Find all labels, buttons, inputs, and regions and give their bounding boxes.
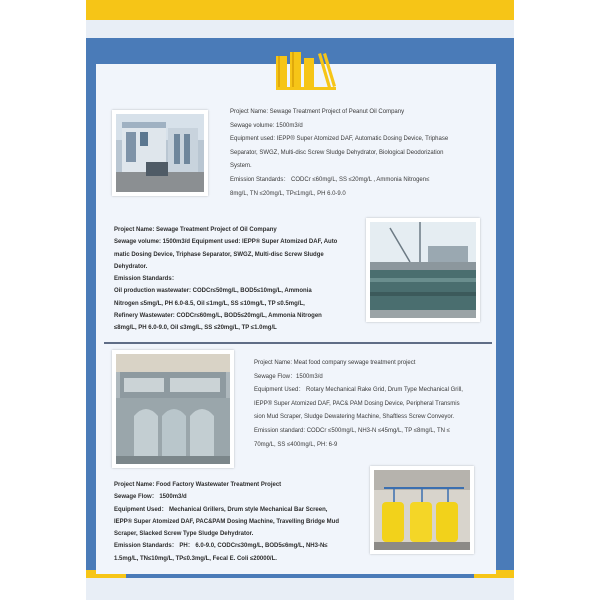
project-1-equipment: Separator, SWGZ, Multi-disc Screw Sludge Dehydrator, Biological Deodorization [230, 149, 444, 156]
project-3-name: Project Name: Meat food company sewage treatment project [254, 360, 416, 366]
project-3-standards: Emission standard: CODCr ≤500mg/L, NH3-N ≤45mg/L, TP ≤8mg/L, TN ≤ [254, 427, 450, 434]
project-1-standards: Emission Standards： CODCr ≤60mg/L, SS ≤20mg/L , Ammonia Nitrogen≤ [230, 176, 430, 183]
project-1-text [230, 106, 448, 201]
project-3-equipment: IEPP® Super Atomized DAF, PAC& PAM Dosing Device, Peripheral Transmis [254, 400, 460, 407]
project-2-volume-equipment: Sewage volume: 1500m3/d Equipment used: IEPP® Super Atomized DAF, Auto [114, 239, 338, 246]
project-2-refinery: ≤8mg/L, PH 6.0-9.0, Oil ≤3mg/L, SS ≤20mg/L, TP ≤1.0mg/L [114, 325, 277, 332]
project-1-standards: 8mg/L, TN ≤20mg/L, TP≤1mg/L, PH 6.0-9.0 [230, 190, 346, 197]
project-2-refinery: Refinery Wastewater: CODCr≤60mg/L, BOD5≤20mg/L, Ammonia Nitrogen [114, 313, 322, 320]
project-3-equipment: Equipment Used： Rotary Mechanical Rake Grid, Drum Type Mechanical Grill, [254, 387, 463, 394]
project-photo-dosing-tanks [370, 466, 474, 554]
project-1-volume: Sewage volume: 1500m3/d [230, 122, 303, 129]
project-1-equipment: Equipment used: IEPP® Super Atomized DAF, Automatic Dosing Device, Triphase [230, 136, 449, 143]
project-4-text [114, 479, 339, 565]
project-2-equipment: matic Dosing Device, Triphase Separator, SWGZ, Multi-disc Screw Sludge [114, 251, 324, 258]
project-2-text [114, 224, 337, 335]
project-4-standards: 1.5mg/L, TN≤10mg/L, TP≤0.3mg/L, Fecal E. Coli ≤20000/L. [114, 555, 277, 562]
project-2-oil-production: Nitrogen ≤5mg/L, PH 6.0-8.5, Oil ≤1mg/L, SS ≤10mg/L, TP ≤0.5mg/L, [114, 300, 305, 307]
project-2-equipment: Dehydrator. [114, 263, 148, 270]
project-3-flow: Sewage Flow：1500m3/d [254, 373, 323, 380]
project-3-standards: 70mg/L, SS ≤400mg/L, PH: 6-9 [254, 441, 338, 448]
books-icon [276, 50, 336, 90]
top-accent-bar [86, 0, 514, 20]
project-3-text [254, 357, 463, 452]
section-divider [104, 342, 492, 344]
project-4-flow: Sewage Flow： 1500m3/d [114, 494, 187, 501]
project-photo-treatment-tank [366, 218, 480, 322]
project-4-equipment: Scraper, Slacked Screw Type Sludge Dehydrator. [114, 531, 254, 538]
project-photo-container-units [112, 110, 208, 196]
project-photo-covered-tanks [112, 350, 234, 468]
project-4-name: Project Name: Food Factory Wastewater Treatment Project [114, 482, 282, 488]
project-1-equipment: System. [230, 163, 252, 170]
project-1-name: Project Name: Sewage Treatment Project of Peanut Oil Company [230, 109, 405, 115]
project-4-equipment: Equipment Used： Mechanical Grillers, Drum style Mechanical Bar Screen, [114, 506, 328, 513]
project-3-equipment: sion Mud Scraper, Sludge Dewatering Machine, Shaftless Screw Conveyor. [254, 414, 455, 421]
project-4-equipment: IEPP® Super Atomized DAF, PAC&PAM Dosing Machine, Travelling Bridge Mud [114, 518, 339, 525]
project-4-standards: Emission Standards： PH： 6.0-9.0, CODCr≤30mg/L, BOD5≤6mg/L, NH3-N≤ [114, 543, 328, 550]
project-2-oil-production: Oil production wastewater: CODCr≤50mg/L, BOD5≤10mg/L, Ammonia [114, 288, 312, 295]
brochure-page [86, 0, 514, 600]
project-2-standards-label: Emission Standards： [114, 276, 178, 283]
project-2-name: Project Name: Sewage Treatment Project of Oil Company [114, 227, 277, 233]
